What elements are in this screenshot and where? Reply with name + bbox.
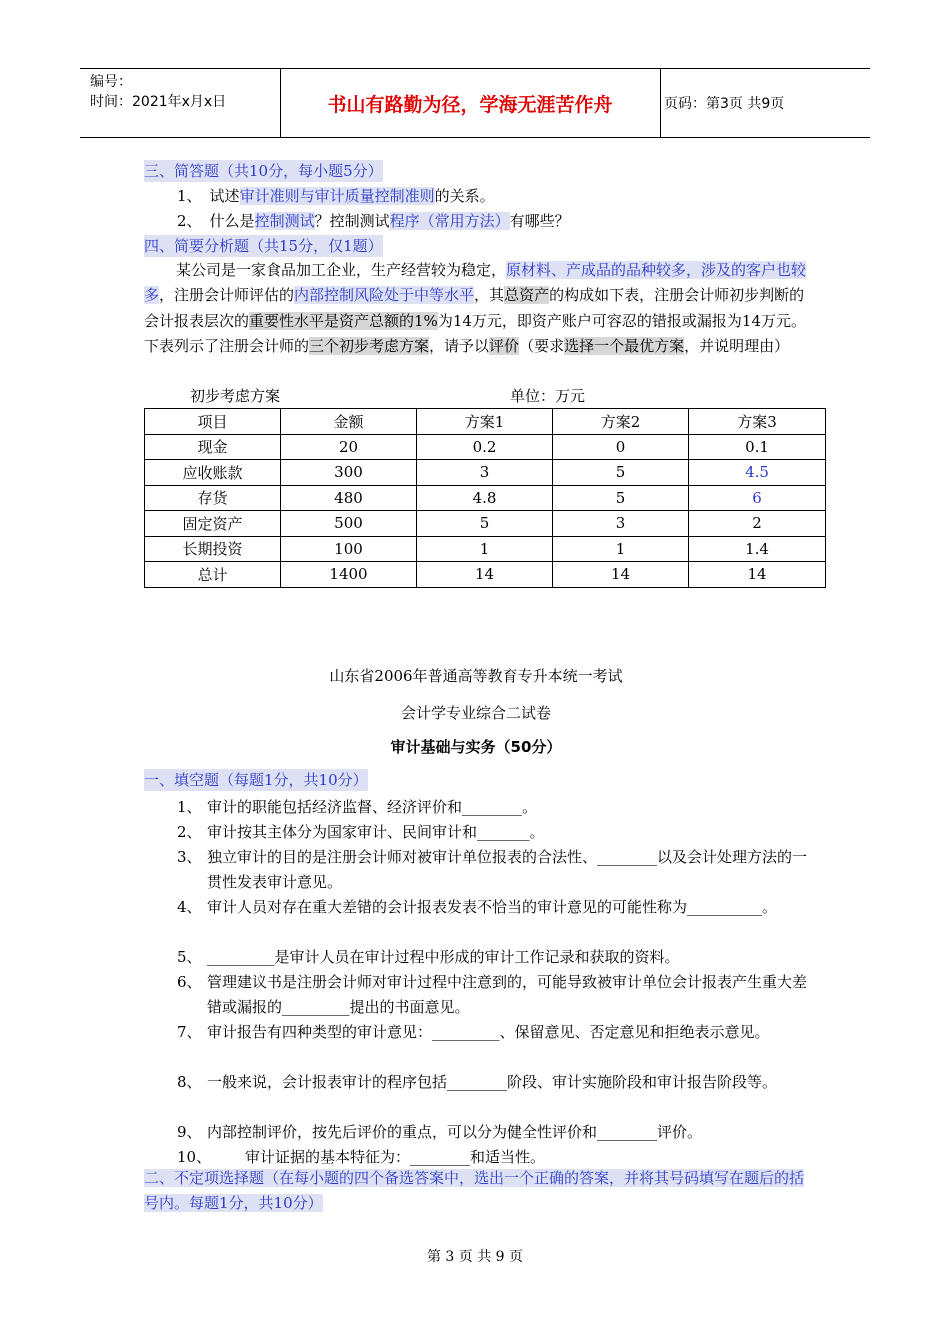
q-text: 有哪些？ <box>509 212 570 230</box>
para-highlight: 重要性水平是资产总额的1% <box>249 311 438 330</box>
page-footer: 第 3 页 共 9 页 <box>426 1249 524 1265</box>
table-cell: 存货 <box>145 485 281 511</box>
para-highlight: 总资产 <box>504 286 550 305</box>
item-text: 审计证据的基本特征为：________和适当性。 <box>245 1148 546 1166</box>
header-page-info: 页码：第3页 共9页 <box>664 96 785 112</box>
para-text: （要求 <box>519 337 565 356</box>
header-divider <box>660 69 661 137</box>
q-highlight: 控制测试 <box>254 212 315 230</box>
table-cell: 3 <box>553 511 689 537</box>
para-text: 某公司是一家食品加工企业，生产经营较为稳定， <box>176 261 507 279</box>
table-unit: 单位：万元 <box>510 387 586 405</box>
table-cell: 14 <box>417 562 553 588</box>
table-cell: 应收账款 <box>145 460 281 486</box>
table-row <box>145 460 826 486</box>
table-cell: 14 <box>553 562 689 588</box>
item-number: 7、 <box>177 1023 202 1041</box>
fill-blank-item <box>177 945 809 970</box>
para-text: 为14万元，即资产账户可容忍的错报或漏报为14万元。下表列示了注册会计师的 <box>144 311 807 356</box>
para-highlight: 内部控制风险处于中等水平 <box>294 286 475 305</box>
table-cell: 100 <box>281 536 417 562</box>
table-cell: 现金 <box>145 434 281 460</box>
date-label: 时间：2021年x月x日 <box>90 94 227 110</box>
section3-q1 <box>177 185 495 207</box>
exam-subject: 审计基础与实务（50分） <box>390 738 562 756</box>
item-number: 5、 <box>177 948 202 966</box>
table-cell: 4.5 <box>689 460 826 486</box>
fill-blank-item <box>177 895 809 920</box>
section4-paragraph <box>144 258 808 360</box>
table-row <box>145 485 826 511</box>
table-cell: 0.2 <box>417 434 553 460</box>
table-header-cell: 方案3 <box>689 409 826 435</box>
table-cell: 500 <box>281 511 417 537</box>
table-cell: 1 <box>417 536 553 562</box>
exam-subtitle: 会计学专业综合二试卷 <box>400 704 551 722</box>
table-header-row <box>145 409 826 435</box>
item-number: 1、 <box>177 798 202 816</box>
item-text: 独立审计的目的是注册会计师对被审计单位报表的合法性、________以及会计处理方法的一贯性发表审计意见。 <box>207 848 808 891</box>
table-cell: 固定资产 <box>145 511 281 537</box>
table-cell: 1.4 <box>689 536 826 562</box>
table-header-cell: 方案2 <box>553 409 689 435</box>
table-caption: 初步考虑方案 <box>190 387 281 405</box>
fill-blank-item <box>177 1070 809 1095</box>
table-cell: 5 <box>553 485 689 511</box>
fill-blank-title: 一、填空题（每题1分，共10分） <box>144 771 368 789</box>
table-header-cell: 项目 <box>145 409 281 435</box>
para-highlight: 选择一个最优方案 <box>564 337 685 356</box>
item-number: 10、 <box>177 1148 212 1166</box>
table-cell: 0 <box>553 434 689 460</box>
q-text: ？控制测试 <box>314 212 390 230</box>
item-text: 管理建议书是注册会计师对审计过程中注意到的，可能导致被审计单位会计报表产生重大差错或漏报的_________提出的书面意见。 <box>207 973 808 1016</box>
table-header-cell: 方案1 <box>417 409 553 435</box>
item-number: 8、 <box>177 1073 202 1091</box>
item-text: 审计报告有四种类型的审计意见：_________、保留意见、否定意见和拒绝表示意见。 <box>207 1023 770 1041</box>
item-number: 3、 <box>177 848 202 866</box>
table-cell: 4.8 <box>417 485 553 511</box>
item-text: 一般来说，会计报表审计的程序包括________阶段、审计实施阶段和审计报告阶段等。 <box>207 1073 778 1091</box>
para-highlight: 评价 <box>489 337 520 356</box>
table-cell: 总计 <box>145 562 281 588</box>
table-cell: 2 <box>689 511 826 537</box>
multi-choice-title-text: 二、不定项选择题（在每小题的四个备选答案中，选出一个正确的答案，并将其号码填写在题后的括号内。每题1分，共10分） <box>144 1169 805 1212</box>
page-header <box>80 68 870 138</box>
table-cell: 0.1 <box>689 434 826 460</box>
item-text: 内部控制评价，按先后评价的重点，可以分为健全性评价和________评价。 <box>207 1123 703 1141</box>
item-number: 2、 <box>177 823 202 841</box>
serial-label: 编号： <box>90 74 132 90</box>
para-text: 的构成如下表，注册会计师初步判断的会计报表层次的 <box>144 286 805 330</box>
table-row <box>145 511 826 537</box>
fill-blank-item <box>177 970 809 1020</box>
table-cell: 5 <box>417 511 553 537</box>
section3-title: 三、简答题（共10分，每小题5分） <box>144 162 383 180</box>
header-motto: 书山有路勤为径，学海无涯苦作舟 <box>327 94 613 116</box>
q-highlight: 审计准则与审计质量控制准则 <box>239 187 435 205</box>
q-text: 的关系。 <box>434 187 495 205</box>
table-cell: 14 <box>689 562 826 588</box>
para-text: ，并说明理由） <box>684 337 790 356</box>
item-number: 9、 <box>177 1123 202 1141</box>
para-highlight: 原材料、产成品的品种较多，涉及的客户也较多 <box>144 261 807 305</box>
item-text: 审计按其主体分为国家审计、民间审计和_______。 <box>207 823 545 841</box>
table-cell: 6 <box>689 485 826 511</box>
table-row <box>145 434 826 460</box>
header-meta <box>90 72 226 112</box>
item-text: 审计的职能包括经济监督、经济评价和________。 <box>207 798 538 816</box>
table-row <box>145 562 826 588</box>
q-number: 1、 <box>177 187 202 205</box>
fill-blank-item <box>177 1020 809 1045</box>
item-text: _________是审计人员在审计过程中形成的审计工作记录和获取的资料。 <box>207 948 680 966</box>
table-cell: 480 <box>281 485 417 511</box>
para-text: ，其 <box>474 286 505 305</box>
para-text: ，请予以 <box>429 337 490 356</box>
item-number: 4、 <box>177 898 202 916</box>
table-cell: 5 <box>553 460 689 486</box>
table-cell: 3 <box>417 460 553 486</box>
q-text: 什么是 <box>209 212 255 230</box>
table-cell: 1 <box>553 536 689 562</box>
para-highlight: 三个初步考虑方案 <box>309 337 430 356</box>
q-highlight: 程序（常用方法） <box>389 212 510 230</box>
multi-choice-title <box>144 1166 808 1216</box>
section3-q2 <box>177 210 570 232</box>
fill-blank-item <box>177 1120 809 1145</box>
item-text: 审计人员对存在重大差错的会计报表发表不恰当的审计意见的可能性称为__________。 <box>207 898 778 916</box>
plan-table <box>144 408 826 588</box>
para-text: ，注册会计师评估的 <box>159 286 295 305</box>
table-header-cell: 金额 <box>281 409 417 435</box>
table-cell: 20 <box>281 434 417 460</box>
fill-blank-item <box>177 820 809 845</box>
table-row <box>145 536 826 562</box>
table-cell: 1400 <box>281 562 417 588</box>
section4-title: 四、简要分析题（共15分，仅1题） <box>144 237 383 255</box>
item-number: 6、 <box>177 973 202 991</box>
table-cell: 长期投资 <box>145 536 281 562</box>
fill-blank-item <box>177 845 809 895</box>
exam-title: 山东省2006年普通高等教育专升本统一考试 <box>329 667 623 685</box>
q-number: 2、 <box>177 212 202 230</box>
q-text: 试述 <box>209 187 240 205</box>
fill-blank-item <box>177 795 809 820</box>
table-cell: 300 <box>281 460 417 486</box>
